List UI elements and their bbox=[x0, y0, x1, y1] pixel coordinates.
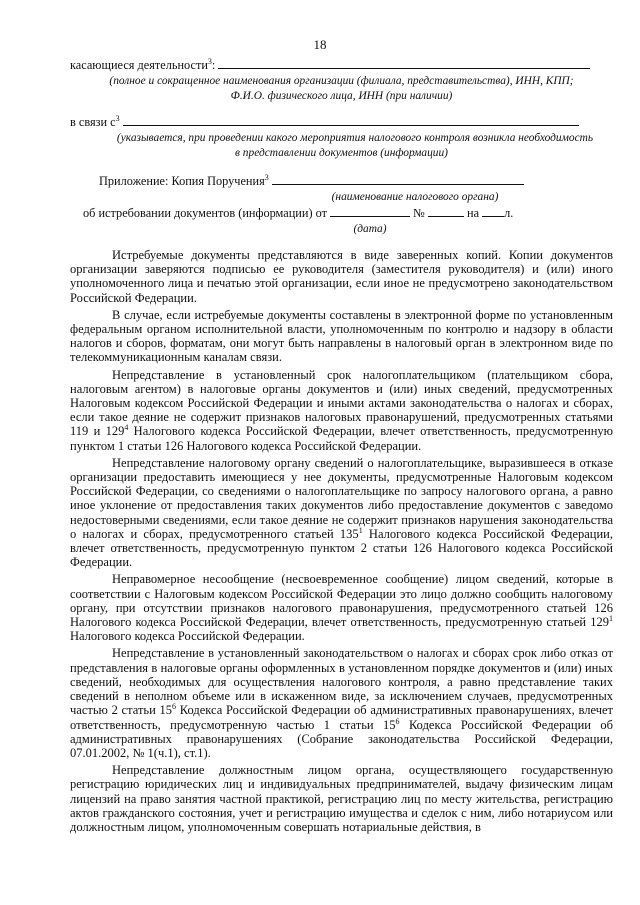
sheets-label: л. bbox=[504, 206, 514, 220]
activity-footnote-ref: 3 bbox=[207, 56, 212, 66]
activity-caption-1: (полное и сокращенное наименования организации (филиала, представительства), ИНН, КПП; bbox=[109, 75, 574, 87]
activity-label: касающиеся деятельности bbox=[70, 58, 208, 72]
on-label: на bbox=[467, 206, 480, 220]
attachment-caption: (наименование налогового органа) bbox=[331, 191, 499, 203]
reason-caption-1: (указывается, при проведении какого мероприятия налогового контроля возникла необходимость bbox=[116, 132, 594, 144]
request-line bbox=[83, 206, 513, 221]
reason-line bbox=[70, 115, 579, 130]
activity-colon: : bbox=[211, 58, 216, 72]
page-number: 18 bbox=[313, 37, 327, 52]
paragraph: Непредставление налоговому органу сведений о налогоплательщике, выразившееся в отказе организации предоставить имеющиеся у нее документы, предусмотренные Налоговым кодексом Российской Федерации, со сведениями о налогоплательщике по запросу налогового органа, а равно иное уклонение от предоставления таких документов либо предоставление документов с заведомо недостоверными сведениями, если такое деяние не содержит признаков нарушения законодательства о налогах и сборах, предусмотренного статьей $135^1$ Налогового кодекса Российской Федерации, влечет ответственность, предусмотренную пунктом 2 статьи 126 Налогового кодекса Российской Федерации. bbox=[70, 455, 613, 570]
footnote-ref: 4 bbox=[124, 423, 129, 433]
footnote-ref: 6 bbox=[395, 716, 400, 726]
attachment-footnote-ref: 3 bbox=[264, 172, 269, 182]
date-caption: (дата) bbox=[353, 223, 387, 235]
activity-fill-line[interactable] bbox=[218, 67, 590, 69]
body-text bbox=[70, 248, 613, 837]
paragraph: Истребуемые документы представляются в виде заверенных копий. Копии документов организации заверяются подписью ее руководителя (заместителя руководителя) и (или) иного уполномоченного лица и печатью этой организации, если иное не предусмотрено законодательством Российской Федерации. bbox=[70, 248, 613, 305]
reason-footnote-ref: 3 bbox=[115, 113, 120, 123]
activity-line bbox=[70, 58, 590, 73]
number-label: № bbox=[413, 206, 425, 220]
reason-label: в связи с bbox=[70, 115, 116, 129]
paragraph: Непредставление должностным лицом органа, осуществляющего государственную регистрацию юридических лиц и индивидуальных предпринимателей, выдачу физическим лицам лицензий на право занятия частной практикой, регистрацию лиц по месту жительства, регистрацию актов гражданского состояния, учет и регистрацию имущества и сделок с ним, либо нотариусом или должностным лицом, уполномоченным совершать нотариальные действия, в bbox=[70, 763, 613, 834]
reason-caption-2: в представлении документов (информации) bbox=[235, 147, 448, 159]
attachment-line bbox=[99, 174, 524, 189]
paragraph: Непредставление в установленный законодательством о налогах и сборах срок либо отказ от представления в налоговые органы оформленных в установленном порядке документов и (или) иных сведений, необходимых для осуществления налогового контроля, а равно представление таких сведений в неполном объеме или в искаженном виде, за исключением случаев, предусмотренных частью 2 статьи $15^6$ Кодекса Российской Федерации об административных правонарушениях, влечет ответственность, предусмотренную частью 1 статьи $15^6$ Кодекса Российской Федерации об административных правонарушениях (Собрание законодательства Российской Федерации, 07.01.2002, № 1(ч.1), ст.1). bbox=[70, 646, 613, 760]
footnote-ref: 1 bbox=[358, 525, 363, 535]
reason-fill-line[interactable] bbox=[123, 124, 579, 126]
activity-caption-2: Ф.И.О. физического лица, ИНН (при наличии) bbox=[230, 90, 453, 102]
footnote-ref: 6 bbox=[172, 702, 177, 712]
attachment-label: Приложение: Копия Поручения bbox=[99, 174, 265, 188]
paragraph: Неправомерное несообщение (несвоевременное сообщение) лицом сведений, которые в соответствии с Налоговым кодексом Российской Федерации это лицо должно сообщить налоговому органу, при отсутствии признаков налогового правонарушения, предусмотренного статьей 126 Налогового кодекса Российской Федерации, влечет ответственность, предусмотренную статьей $129^1$ Налогового кодекса Российской Федерации. bbox=[70, 572, 613, 644]
date-fill-line[interactable] bbox=[330, 215, 410, 217]
footnote-ref: 1 bbox=[609, 613, 613, 623]
number-fill-line[interactable] bbox=[428, 215, 464, 217]
paragraph: В случае, если истребуемые документы составлены в электронной форме по установленным федеральным органом исполнительной власти, уполномоченным по контролю и надзору в области налогов и сборов, форматам, они могут быть направлены в налоговый орган в электронном виде по телекоммуникационным каналам связи. bbox=[70, 307, 613, 365]
paragraph: Непредставление в установленный срок налогоплательщиком (плательщиком сбора, налоговым агентом) в налоговые органы документов и (или) иных сведений, предусмотренных Налоговым кодексом Российской Федерации и иными актами законодательства о налогах и сборах, если такое деяние не содержит признаков налоговых правонарушений, предусмотренных статьями 119 и $129^4$ Налогового кодекса Российской Федерации, влечет ответственность, предусмотренную пунктом 1 статьи 126 Налогового кодекса Российской Федерации. bbox=[70, 367, 613, 453]
sheets-fill-line[interactable] bbox=[482, 215, 504, 217]
tax-authority-fill-line[interactable] bbox=[272, 183, 524, 185]
request-label: об истребовании документов (информации) от bbox=[83, 206, 327, 220]
